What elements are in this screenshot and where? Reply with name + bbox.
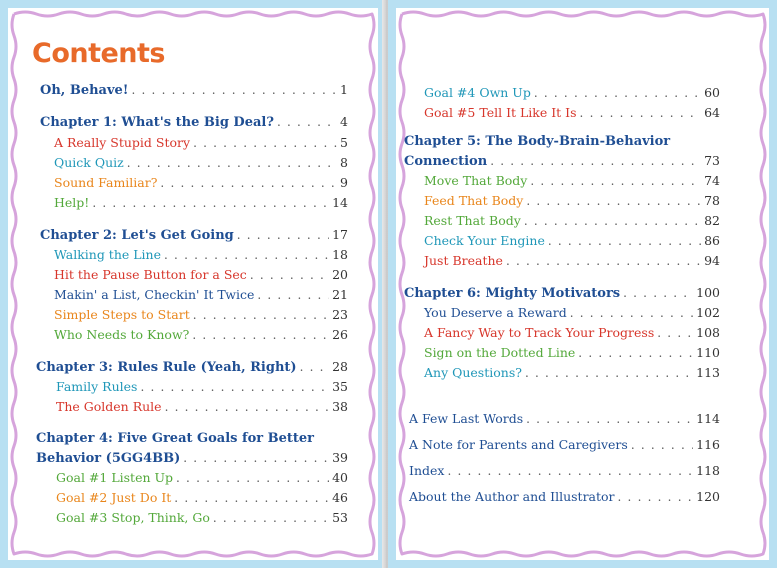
leader-dots <box>526 412 693 426</box>
leader-dots <box>257 288 329 302</box>
leader-dots <box>127 156 337 170</box>
toc-page: 78 <box>704 193 720 208</box>
toc-label: Goal #2 Just Do It <box>56 490 172 505</box>
toc-page: 118 <box>696 463 720 478</box>
toc-entry[interactable] <box>56 399 348 414</box>
toc-entry[interactable] <box>56 510 348 525</box>
toc-entry[interactable] <box>54 135 348 150</box>
leader-dots <box>506 254 701 268</box>
toc-page: 114 <box>696 411 720 426</box>
toc-page: 74 <box>704 173 720 188</box>
toc-label: Any Questions? <box>424 365 522 380</box>
toc-page: 40 <box>332 470 348 485</box>
leader-dots <box>623 286 693 300</box>
toc-page: 17 <box>332 227 348 242</box>
leader-dots <box>213 511 329 525</box>
toc-entry-back-matter[interactable] <box>409 489 720 504</box>
toc-page: 5 <box>340 135 348 150</box>
toc-entry[interactable] <box>54 327 348 342</box>
toc-entry-chapter-1[interactable] <box>40 114 348 130</box>
toc-label: Chapter 6: Mighty Motivators <box>404 286 621 301</box>
toc-label: A Really Stupid Story <box>54 135 191 150</box>
toc-entry-back-matter[interactable] <box>409 411 720 426</box>
toc-entry[interactable] <box>54 175 348 190</box>
toc-label: Move That Body <box>424 173 528 188</box>
toc-label: Who Needs to Know? <box>54 327 190 342</box>
toc-entry[interactable] <box>424 105 720 120</box>
toc-page: 94 <box>704 253 720 268</box>
toc-chapter-5-title-line1: Chapter 5: The Body-Brain-Behavior <box>404 134 671 149</box>
toc-label: Walking the Line <box>54 247 162 262</box>
toc-label: A Note for Parents and Caregivers <box>409 437 628 452</box>
toc-entry-oh-behave[interactable] <box>40 82 348 98</box>
toc-label: Hit the Pause Button for a Sec <box>54 267 247 282</box>
toc-label: A Few Last Words <box>409 411 524 426</box>
toc-entry[interactable] <box>424 85 720 100</box>
leader-dots <box>164 248 329 262</box>
toc-page: 116 <box>696 437 720 452</box>
toc-page: 20 <box>332 267 348 282</box>
leader-dots <box>618 490 694 504</box>
toc-entry[interactable] <box>424 173 720 188</box>
toc-entry[interactable] <box>56 490 348 505</box>
leader-dots <box>92 196 329 210</box>
toc-entry[interactable] <box>424 345 720 360</box>
toc-label: Makin' a List, Checkin' It Twice <box>54 287 255 302</box>
toc-page: 14 <box>332 195 348 210</box>
leader-dots <box>160 176 337 190</box>
toc-entry[interactable] <box>54 155 348 170</box>
leader-dots <box>525 366 693 380</box>
toc-page: 23 <box>332 307 348 322</box>
leader-dots <box>174 491 329 505</box>
toc-page: 53 <box>332 510 348 525</box>
toc-label: Check Your Engine <box>424 233 545 248</box>
toc-entry[interactable] <box>54 307 348 322</box>
toc-page: 108 <box>696 325 720 340</box>
leader-dots <box>524 214 701 228</box>
toc-label: The Golden Rule <box>56 399 162 414</box>
toc-entry[interactable] <box>54 247 348 262</box>
toc-entry[interactable] <box>424 233 720 248</box>
toc-label: Sign on the Dotted Line <box>424 345 576 360</box>
toc-entry[interactable] <box>424 305 720 320</box>
leader-dots <box>657 326 693 340</box>
leader-dots <box>578 346 693 360</box>
leader-dots <box>250 268 329 282</box>
toc-entry[interactable] <box>56 470 348 485</box>
leader-dots <box>165 400 330 414</box>
toc-page: 73 <box>704 153 720 168</box>
toc-entry-chapter-3[interactable] <box>36 359 348 375</box>
leader-dots <box>534 86 701 100</box>
toc-page: 8 <box>340 155 348 170</box>
leader-dots <box>447 464 693 478</box>
toc-entry[interactable] <box>424 365 720 380</box>
leader-dots <box>490 154 701 168</box>
toc-page: 82 <box>704 213 720 228</box>
toc-page: 18 <box>332 247 348 262</box>
leader-dots <box>183 451 329 465</box>
toc-label: Chapter 2: Let's Get Going <box>40 228 234 243</box>
toc-entry[interactable] <box>54 195 348 210</box>
toc-page: 64 <box>704 105 720 120</box>
leader-dots <box>176 471 329 485</box>
leader-dots <box>132 83 338 97</box>
toc-label: Quick Quiz <box>54 155 124 170</box>
toc-label: Goal #4 Own Up <box>424 85 531 100</box>
toc-label: You Deserve a Reward <box>424 305 567 320</box>
toc-label: Simple Steps to Start <box>54 307 190 322</box>
toc-page: 110 <box>696 345 720 360</box>
toc-page: 9 <box>340 175 348 190</box>
leader-dots <box>548 234 701 248</box>
toc-label: Goal #5 Tell It Like It Is <box>424 105 577 120</box>
leader-dots <box>530 174 701 188</box>
toc-label: Connection <box>404 154 488 169</box>
toc-label: Index <box>409 463 445 478</box>
toc-entry[interactable] <box>56 379 348 394</box>
leader-dots <box>526 194 701 208</box>
toc-page: 60 <box>704 85 720 100</box>
toc-label: About the Author and Illustrator <box>409 489 615 504</box>
toc-page: 26 <box>332 327 348 342</box>
leader-dots <box>193 136 337 150</box>
toc-label: Rest That Body <box>424 213 521 228</box>
toc-entry-back-matter[interactable] <box>409 463 720 478</box>
toc-label: Help! <box>54 195 90 210</box>
toc-page: 38 <box>332 399 348 414</box>
left-page <box>0 0 386 568</box>
toc-entry[interactable] <box>424 213 720 228</box>
toc-page: 120 <box>696 489 720 504</box>
toc-entry[interactable] <box>54 287 348 302</box>
toc-entry[interactable] <box>424 253 720 268</box>
toc-entry-chapter-4[interactable] <box>36 450 348 466</box>
toc-page: 35 <box>332 379 348 394</box>
leader-dots <box>580 106 702 120</box>
toc-label: Just Breathe <box>424 253 503 268</box>
toc-label: Behavior (5GG4BB) <box>36 451 181 466</box>
toc-label: Family Rules <box>56 379 138 394</box>
toc-entry-back-matter[interactable] <box>409 437 720 452</box>
page-title: Contents <box>32 38 166 69</box>
leader-dots <box>277 115 337 129</box>
toc-label: A Fancy Way to Track Your Progress <box>424 325 655 340</box>
toc-page: 21 <box>332 287 348 302</box>
leader-dots <box>631 438 693 452</box>
toc-page: 1 <box>340 82 348 97</box>
leader-dots <box>300 360 330 374</box>
toc-page: 4 <box>340 114 348 129</box>
toc-page: 100 <box>696 285 720 300</box>
toc-label: Chapter 1: What's the Big Deal? <box>40 115 274 130</box>
toc-page: 28 <box>332 359 348 374</box>
toc-entry-chapter-5[interactable] <box>404 153 720 169</box>
toc-label: Goal #3 Stop, Think, Go <box>56 510 210 525</box>
right-page <box>388 0 777 568</box>
toc-page: 46 <box>332 490 348 505</box>
toc-label: Chapter 3: Rules Rule (Yeah, Right) <box>36 360 297 375</box>
toc-label: Feed That Body <box>424 193 524 208</box>
toc-entry[interactable] <box>424 325 720 340</box>
toc-page: 86 <box>704 233 720 248</box>
leader-dots <box>192 328 329 342</box>
toc-page: 113 <box>696 365 720 380</box>
toc-label: Goal #1 Listen Up <box>56 470 174 485</box>
toc-page: 39 <box>332 450 348 465</box>
leader-dots <box>237 228 329 242</box>
toc-entry[interactable] <box>424 193 720 208</box>
leader-dots <box>570 306 693 320</box>
toc-label: Oh, Behave! <box>40 83 129 98</box>
toc-page: 102 <box>696 305 720 320</box>
toc-chapter-4-title-line1: Chapter 4: Five Great Goals for Better <box>36 431 315 446</box>
toc-entry[interactable] <box>54 267 348 282</box>
toc-entry-chapter-2[interactable] <box>40 227 348 243</box>
leader-dots <box>140 380 329 394</box>
toc-entry-chapter-6[interactable] <box>404 285 720 301</box>
toc-label: Sound Familiar? <box>54 175 158 190</box>
leader-dots <box>193 308 329 322</box>
